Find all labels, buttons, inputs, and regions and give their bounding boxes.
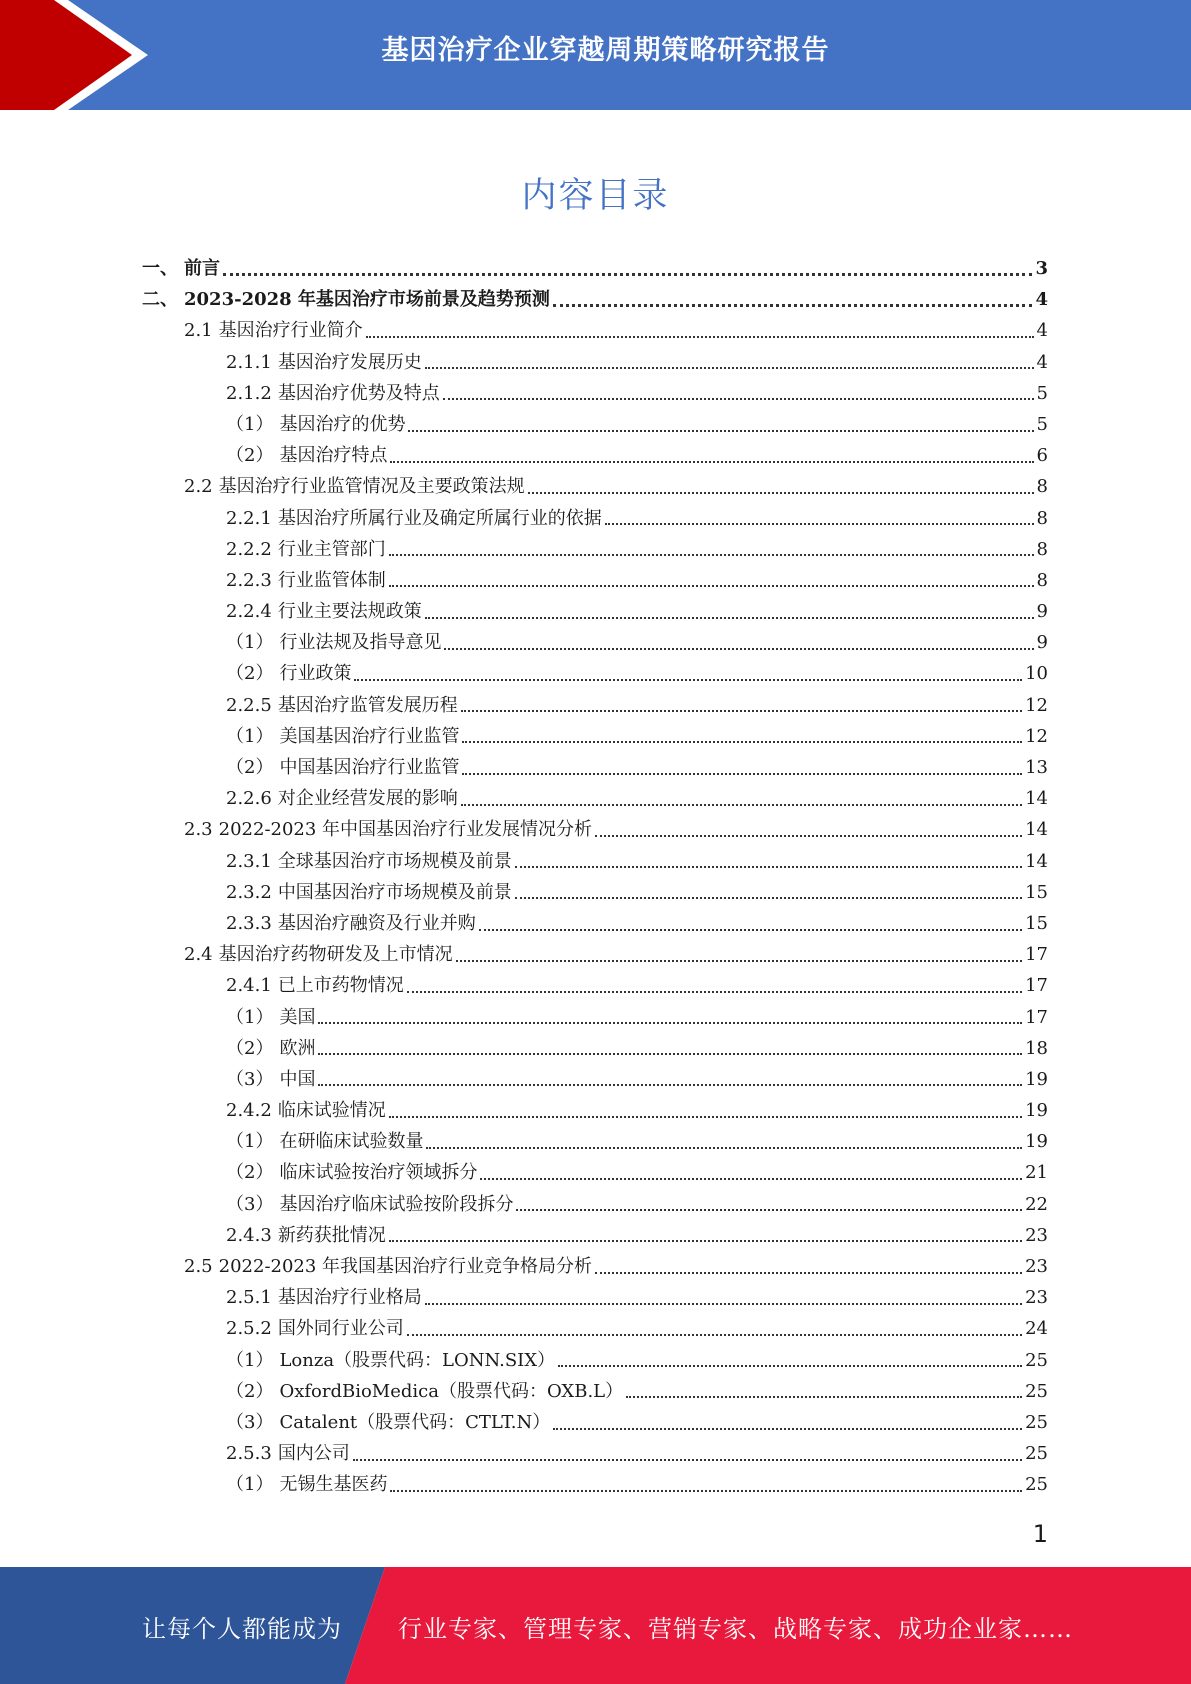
toc-entry-label: 基因治疗监管发展历程 (277, 694, 458, 716)
toc-entry[interactable] (0, 534, 1048, 565)
toc-entry-label: 前言 (184, 258, 220, 279)
toc-entry-page: 23 (1025, 1287, 1048, 1309)
toc-entry-number: 2.4.3 (226, 1224, 272, 1246)
toc-leader-dots (462, 741, 1022, 743)
toc-entry[interactable] (0, 284, 1048, 315)
toc-leader-dots (626, 1396, 1022, 1398)
toc-entry-label: 行业法规及指导意见 (279, 632, 442, 654)
toc-leader-dots (425, 1303, 1022, 1305)
toc-entry-number: 2.3 (184, 819, 213, 841)
toc-entry-page: 12 (1025, 725, 1048, 747)
toc-entry[interactable] (0, 846, 1048, 877)
toc-entry[interactable] (0, 783, 1048, 814)
toc-entry-page: 8 (1036, 507, 1048, 529)
toc-entry-number: 2.3.2 (226, 881, 272, 903)
toc-entry-label: 临床试验情况 (277, 1100, 386, 1122)
toc-entry[interactable] (0, 627, 1048, 658)
toc-entry-page: 5 (1036, 382, 1048, 404)
toc-entry[interactable] (0, 1469, 1048, 1500)
toc-entry-number: 2.5.2 (226, 1318, 272, 1340)
toc-entry[interactable] (0, 721, 1048, 752)
toc-leader-dots (558, 1365, 1022, 1367)
toc-entry-label: 2022-2023 年中国基因治疗行业发展情况分析 (218, 819, 593, 841)
toc-leader-dots (389, 1240, 1022, 1242)
toc-entry-page: 4 (1035, 289, 1048, 311)
toc-entry-page: 18 (1025, 1037, 1048, 1059)
toc-entry-number: 2.3.1 (226, 850, 272, 872)
toc-leader-dots (407, 1334, 1022, 1336)
toc-entry[interactable] (0, 347, 1048, 378)
toc-entry-number: 2.4 (184, 944, 213, 966)
toc-entry-number: （1） (226, 1474, 274, 1496)
toc-leader-dots (515, 897, 1022, 899)
toc-entry-page: 4 (1036, 351, 1048, 373)
toc-entry-label: 已上市药物情况 (277, 975, 404, 997)
toc-entry-page: 25 (1025, 1411, 1048, 1433)
toc-entry-label: 美国基因治疗行业监管 (279, 725, 460, 747)
toc-entry-label: 对企业经营发展的影响 (277, 788, 458, 810)
toc-entry-label: 中国 (279, 1068, 316, 1090)
toc-leader-dots (366, 336, 1034, 338)
toc-entry-label: 行业政策 (279, 663, 352, 685)
toc-entry[interactable] (0, 1189, 1048, 1220)
toc-entry-label: 全球基因治疗市场规模及前景 (277, 850, 512, 872)
toc-entry-label: 中国基因治疗市场规模及前景 (277, 881, 512, 903)
toc-leader-dots (480, 1178, 1022, 1180)
toc-leader-dots (426, 1147, 1022, 1149)
toc-leader-dots (605, 523, 1034, 525)
toc-entry-number: 2.2.1 (226, 507, 272, 529)
toc-leader-dots (389, 554, 1034, 556)
toc-entry[interactable] (0, 440, 1048, 471)
toc-entry-page: 6 (1036, 445, 1048, 467)
toc-leader-dots (318, 1053, 1022, 1055)
toc-entry-number: （2） (226, 757, 274, 778)
toc-entry-number: 2.1.1 (226, 351, 272, 373)
footer-tagline: 行业专家、管理专家、营销专家、战略专家、成功企业家…… (398, 1615, 1073, 1643)
toc-leader-dots (456, 960, 1022, 962)
toc-leader-dots (479, 929, 1022, 931)
toc-entry-number: 二、 (142, 289, 178, 311)
toc-entry-label: 在研临床试验数量 (279, 1131, 424, 1153)
toc-entry[interactable] (0, 1282, 1048, 1313)
toc-leader-dots (425, 617, 1034, 619)
toc-leader-dots (553, 1428, 1022, 1430)
toc-entry[interactable] (0, 1220, 1048, 1251)
toc-entry-label: 行业主管部门 (277, 538, 386, 560)
toc-entry-number: （2） (226, 1380, 274, 1402)
toc-entry-page: 12 (1025, 694, 1048, 716)
toc-entry[interactable] (0, 1407, 1048, 1438)
toc-entry-page: 25 (1025, 1443, 1048, 1465)
toc-entry[interactable] (0, 1345, 1048, 1376)
toc-entry[interactable] (0, 378, 1048, 409)
toc-entry-page: 9 (1036, 601, 1048, 623)
toc-entry[interactable] (0, 1126, 1048, 1157)
toc-entry-page: 3 (1035, 258, 1048, 279)
toc-entry-number: 2.5 (184, 1256, 213, 1277)
report-title: 基因治疗企业穿越周期策略研究报告 (381, 35, 830, 66)
toc-leader-dots (444, 648, 1033, 650)
toc-entry[interactable] (0, 1095, 1048, 1126)
toc-entry-label: 新药获批情况 (277, 1224, 386, 1246)
toc-entry-number: （1） (226, 1131, 274, 1153)
toc-entry[interactable] (0, 1002, 1048, 1033)
toc-leader-dots (353, 1459, 1022, 1461)
toc-entry[interactable] (0, 814, 1048, 845)
toc-entry-number: （3） (226, 1411, 274, 1433)
toc-leader-dots (515, 866, 1022, 868)
toc-entry[interactable] (0, 1313, 1048, 1344)
toc-entry-number: （2） (226, 1162, 274, 1184)
toc-entry-label: 无锡生基医药 (279, 1474, 388, 1496)
toc-entry-number: 2.2.6 (226, 788, 272, 810)
footer-slogan: 让每个人都能成为 (142, 1615, 342, 1643)
page-number: 1 (1032, 1520, 1048, 1548)
toc-leader-dots (223, 273, 1032, 276)
toc-entry-page: 21 (1025, 1162, 1048, 1184)
toc-entry-page: 22 (1025, 1193, 1048, 1215)
toc-entry-label: Lonza（股票代码：LONN.SIX） (279, 1349, 556, 1371)
toc-entry-number: （2） (226, 1037, 274, 1059)
toc-entry-page: 17 (1025, 975, 1048, 997)
toc-entry-page: 23 (1025, 1256, 1048, 1277)
toc-leader-dots (318, 1084, 1022, 1086)
toc-entry-label: 行业监管体制 (277, 569, 386, 591)
toc-entry-page: 14 (1025, 788, 1048, 810)
toc-entry-page: 8 (1036, 569, 1048, 591)
toc-entry-label: 国外同行业公司 (277, 1318, 404, 1340)
toc-entry[interactable] (0, 1251, 1048, 1282)
footer-banner (0, 1567, 1191, 1684)
toc-entry[interactable] (0, 1033, 1048, 1064)
toc-entry-label: 基因治疗发展历史 (277, 351, 422, 373)
toc-entry-page: 8 (1036, 538, 1048, 560)
toc-entry-number: 2.5.1 (226, 1287, 272, 1309)
toc-leader-dots (461, 804, 1022, 806)
toc-entry-number: 2.2.2 (226, 538, 272, 560)
toc-entry-number: 2.2 (184, 476, 213, 498)
toc-leader-dots (407, 991, 1022, 993)
toc-entry-label: 临床试验按治疗领域拆分 (279, 1162, 478, 1184)
toc-leader-dots (425, 367, 1034, 369)
toc-entry-page: 25 (1025, 1474, 1048, 1496)
toc-title: 内容目录 (521, 176, 670, 216)
toc-entry-label: 基因治疗的优势 (279, 413, 406, 435)
toc-entry-page: 10 (1025, 663, 1048, 685)
toc-entry[interactable] (0, 1157, 1048, 1188)
toc-leader-dots (390, 461, 1033, 463)
toc-entry-page: 19 (1025, 1100, 1048, 1122)
toc-entry-page: 4 (1036, 320, 1048, 342)
toc-entry-number: （1） (226, 1349, 274, 1371)
toc-leader-dots (595, 1272, 1022, 1274)
toc-entry[interactable] (0, 471, 1048, 502)
toc-entry-number: 2.4.1 (226, 975, 272, 997)
toc-leader-dots (595, 835, 1022, 837)
toc-entry[interactable] (0, 253, 1048, 284)
toc-entry-label: 行业主要法规政策 (277, 601, 422, 623)
toc-entry-label: Catalent（股票代码：CTLT.N） (279, 1411, 551, 1433)
toc-entry[interactable] (0, 690, 1048, 721)
toc-entry-number: 2.2.3 (226, 569, 272, 591)
toc-entry-page: 14 (1025, 819, 1048, 841)
toc-entry-page: 25 (1025, 1380, 1048, 1402)
toc-entry-page: 9 (1036, 632, 1048, 654)
toc-entry-label: 2023-2028 年基因治疗市场前景及趋势预测 (184, 289, 550, 311)
toc-entry-page: 19 (1025, 1068, 1048, 1090)
toc-entry-number: （3） (226, 1068, 274, 1090)
toc-entry-number: 2.2.4 (226, 601, 272, 623)
toc-entry[interactable] (0, 1376, 1048, 1407)
toc-entry-number: 2.1 (184, 320, 213, 342)
toc-entry-label: 欧洲 (279, 1037, 316, 1059)
toc-entry-number: 2.1.2 (226, 382, 272, 404)
toc-entry-label: 基因治疗行业监管情况及主要政策法规 (218, 476, 525, 498)
toc-entry[interactable] (0, 1438, 1048, 1469)
toc-entry-label: 美国 (279, 1006, 316, 1028)
toc-entry-page: 17 (1025, 944, 1048, 966)
toc-entry-label: 基因治疗行业简介 (218, 320, 363, 342)
toc-entry-page: 8 (1036, 476, 1048, 498)
toc-entry-label: 2022-2023 年我国基因治疗行业竞争格局分析 (218, 1256, 593, 1277)
toc-entry-label: OxfordBioMedica（股票代码：OXB.L） (279, 1380, 624, 1402)
toc-entry-page: 19 (1025, 1131, 1048, 1153)
toc-entry-label: 基因治疗特点 (279, 445, 388, 467)
toc-leader-dots (408, 430, 1033, 432)
toc-leader-dots (553, 304, 1033, 307)
toc-entry[interactable] (0, 565, 1048, 596)
toc-entry-number: （2） (226, 663, 274, 685)
toc-entry-page: 23 (1025, 1224, 1048, 1246)
toc-entry-page: 5 (1036, 413, 1048, 435)
toc-entry-number: （1） (226, 1006, 274, 1028)
toc-entry[interactable] (0, 939, 1048, 970)
toc-entry[interactable] (0, 315, 1048, 346)
toc-entry-label: 基因治疗融资及行业并购 (277, 912, 476, 934)
toc-entry[interactable] (0, 409, 1048, 440)
toc-entry-page: 17 (1025, 1006, 1048, 1028)
toc-entry-page: 13 (1025, 757, 1048, 778)
toc-entry[interactable] (0, 1064, 1048, 1095)
toc-leader-dots (443, 398, 1034, 400)
toc-leader-dots (528, 492, 1034, 494)
toc-entry[interactable] (0, 503, 1048, 534)
header-banner (0, 0, 1191, 110)
toc-entry-number: 2.5.3 (226, 1443, 272, 1465)
toc-leader-dots (389, 1116, 1022, 1118)
toc-entry-number: （1） (226, 725, 274, 747)
toc-entry-label: 基因治疗临床试验按阶段拆分 (279, 1193, 514, 1215)
toc-entry-label: 基因治疗行业格局 (277, 1287, 422, 1309)
toc-entry[interactable] (0, 877, 1048, 908)
toc-entry-number: （3） (226, 1193, 274, 1215)
toc-entry[interactable] (0, 596, 1048, 627)
toc-entry-number: 一、 (142, 258, 178, 279)
toc-entry-page: 25 (1025, 1349, 1048, 1371)
toc-leader-dots (318, 1022, 1022, 1024)
toc-entry-number: （1） (226, 413, 274, 435)
toc-leader-dots (516, 1209, 1022, 1211)
toc-entry-label: 基因治疗药物研发及上市情况 (218, 944, 453, 966)
toc-entry[interactable] (0, 658, 1048, 689)
toc-entry-page: 14 (1025, 850, 1048, 872)
toc-leader-dots (461, 710, 1022, 712)
toc-entry[interactable] (0, 752, 1048, 783)
toc-leader-dots (389, 585, 1034, 587)
toc-entry-label: 国内公司 (277, 1443, 350, 1465)
toc-entry[interactable] (0, 908, 1048, 939)
toc-entry-number: 2.4.2 (226, 1100, 272, 1122)
toc-entry-page: 15 (1025, 912, 1048, 934)
toc-leader-dots (390, 1490, 1022, 1492)
table-of-contents (0, 253, 1191, 1501)
toc-entry-number: 2.2.5 (226, 694, 272, 716)
toc-entry-number: 2.3.3 (226, 912, 272, 934)
toc-entry-page: 24 (1025, 1318, 1048, 1340)
toc-entry-page: 15 (1025, 881, 1048, 903)
toc-entry-label: 中国基因治疗行业监管 (279, 757, 460, 778)
toc-leader-dots (354, 679, 1022, 681)
toc-leader-dots (462, 773, 1022, 775)
toc-entry-number: （2） (226, 445, 274, 467)
toc-entry[interactable] (0, 970, 1048, 1001)
toc-entry-label: 基因治疗所属行业及确定所属行业的依据 (277, 507, 602, 529)
toc-entry-number: （1） (226, 632, 274, 654)
toc-entry-label: 基因治疗优势及特点 (277, 382, 440, 404)
